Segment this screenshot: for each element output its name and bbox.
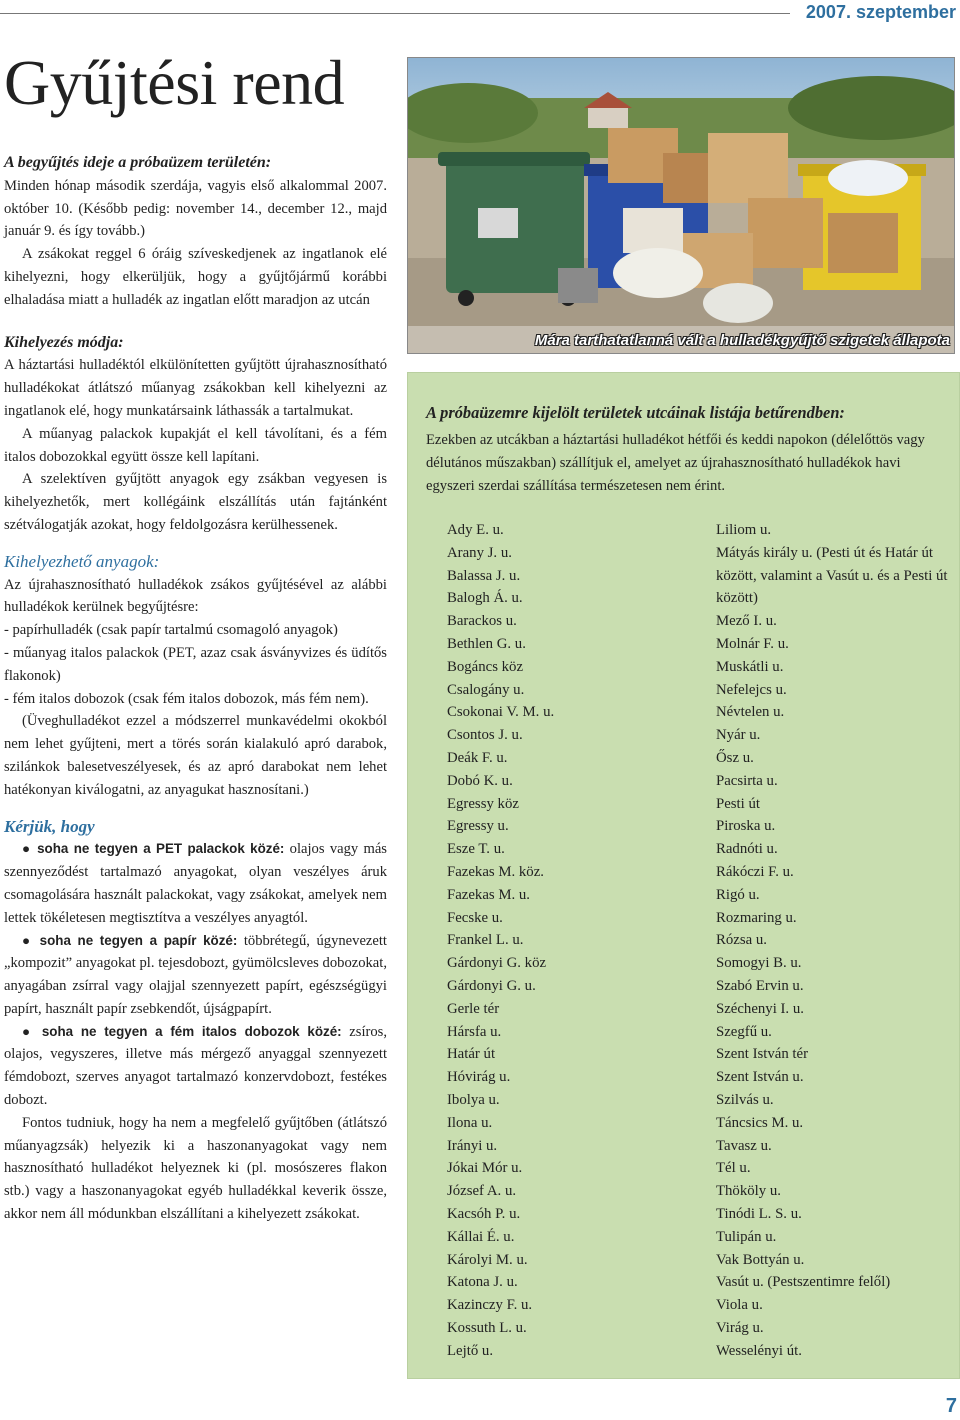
street-item: Egressy köz [447,795,519,812]
request-metal [4,1021,387,1112]
street-item: Határ út [447,1046,496,1063]
street-item: Molnár F. u. [716,635,789,652]
list-item-paper: - papírhulladék (csak papír tartalmú csomagoló anyagok) [4,622,338,639]
list-item-pet: - műanyag italos palackok (PET, azaz csak ásványvizes és üdítős flakonok) [4,644,387,684]
street-item: Fazekas M. u. [447,886,531,903]
street-item: Arany J. u. [447,544,512,561]
photo-caption: Mára tarthatatlanná vált a hulladékgyűjtő szigetek állapota [534,332,950,349]
heading-collection-time: A begyűjtés ideje a próbaüzem területén: [4,154,272,171]
street-item: Irányi u. [447,1137,498,1154]
request-pet [4,838,387,929]
street-item: Szegfű u. [716,1023,772,1040]
street-item: Bethlen G. u. [447,635,526,652]
street-item: Táncsics M. u. [716,1114,804,1131]
street-list-intro: Ezekben az utcákban a háztartási hulladékot hétfői és keddi napokon (délelőttös vagy délutános műszakban) szállítjuk el, amelyet az újrahasznosítható hulladékok havi egyszeri szerdai szállítása természetesen nem érint. [426,432,925,494]
street-item: Pacsirta u. [716,772,778,789]
heading-materials: Kihelyezhető anyagok: [4,551,160,571]
street-item: Barackos u. [447,613,517,630]
street-item: Vak Bottyán u. [716,1251,805,1268]
paragraph-bags: A háztartási hulladéktól elkülönítetten gyűjtött újrahasznosítható hulladékokat átlátszó műanyag zsákokban kell kihelyezni az ingatlanok elé, hogy munkatársaink láthassák a tartalmukat. [4,357,387,419]
paragraph-placement-time: A zsákokat reggel 6 óráig szíveskedjenek az ingatlanok elé kihelyezni, hogy elkerüljük, hogy a gyűjtőjármű korábbi elhaladása miatt a hulladék az ingatlan előtt maradjon az utcán [4,246,387,308]
street-item: József A. u. [447,1183,517,1200]
street-item: Hóvirág u. [447,1069,511,1086]
paragraph-important: Fontos tudniuk, hogy ha nem a megfelelő gyűjtőben (átlátszó műanyagzsák) helyezik ki a haszonanyagokat vagy nem hasznosítható hulladékot helyeznek ki (pl. mosószeres flakon stb.) vagy a haszonanyagokat egyéb hulladékkal keverik össze, akkor nem áll módunkban elszállítani a kihelyezett zsákokat. [4,1114,387,1223]
street-item: Ibolya u. [447,1091,500,1108]
left-column [4,152,387,1226]
street-item: Fecske u. [447,909,503,926]
street-item: Ady E. u. [447,522,504,538]
street-item: Rákóczi F. u. [716,863,794,880]
street-item: Gárdonyi G. u. [447,977,536,994]
street-item: Radnóti u. [716,841,778,858]
street-item: Tavasz u. [716,1137,772,1154]
street-item: Virág u. [716,1319,764,1336]
street-item: Dobó K. u. [447,772,513,789]
header-date: 2007. szeptember [805,2,956,22]
request-paper-text: többrétegű, úgynevezett „kompozit” anyagokat pl. tejesdobozt, gyümölcsleves dobozokat, anyagában zsírral vagy olajjal szennyezett papírt, egészségügyi papírt, használt papír zsebkendőt, újságpapírt. [4,932,387,1017]
street-item: Frankel L. u. [447,932,524,949]
street-item: Thököly u. [716,1183,781,1200]
street-item: Katona J. u. [447,1274,518,1291]
street-item: Csalogány u. [447,681,525,698]
street-item: Egressy u. [447,818,509,835]
street-item: Muskátli u. [716,658,784,675]
street-item: Rozmaring u. [716,909,797,926]
street-item: Vasút u. (Pestszentimre felől) [716,1274,891,1291]
street-column-1 [447,519,687,1362]
page-title: Gyűjtési rend [4,47,345,118]
street-item: Kazinczy F. u. [447,1297,533,1314]
photo-waste-island [407,57,955,354]
street-item: Ilona u. [447,1114,493,1131]
paragraph-mixed: A szelektíven gyűjtött anyagok egy zsákban vegyesen is kihelyezhetők, mert kollégáink elszállítás után fajtánként szétválogatják azokat, hogy feldolgozásra kerülhessenek. [4,471,387,533]
request-paper-lead: ● soha ne tegyen a papír közé: [22,932,238,948]
street-item: Lejtő u. [447,1342,494,1359]
heading-requests: Kérjük, hogy [4,816,95,836]
street-item: Gárdonyi G. köz [447,955,547,972]
paragraph-bottle-caps: A műanyag palackok kupakját el kell távolítani, és a fém italos dobozokkal együtt össze kell lapítani. [4,425,387,465]
street-item: Tél u. [716,1160,751,1177]
list-item-metal: - fém italos dobozok (csak fém italos dobozok, más fém nem). [4,690,369,707]
street-item: Wesselényi út. [716,1342,802,1359]
street-item: Mező I. u. [716,613,777,630]
street-item: Szent István u. [716,1069,804,1086]
street-list-box [407,372,960,1379]
street-item: Széchenyi I. u. [716,1000,804,1017]
street-item: Viola u. [716,1297,763,1314]
request-pet-text: olajos vagy más szennyeződést tartalmazó anyagokat, olyan veszélyes áruk csomagolására használt palackokat, vagy zsákokat, amelyek nem lettek tökéletesen megtisztítva a veszélyes anyagtól. [4,841,387,926]
request-metal-lead: ● soha ne tegyen a fém italos dobozok közé: [22,1023,342,1039]
street-item: Hársfa u. [447,1023,502,1040]
heading-placement-method: Kihelyezés módja: [4,333,124,351]
street-item: Mátyás király u. (Pesti út és Határ út között, valamint a Vasút u. és a Pesti út között) [716,544,948,607]
street-item: Kossuth L. u. [447,1319,527,1336]
street-item: Fazekas M. köz. [447,863,544,880]
street-item: Nefelejcs u. [716,681,787,698]
request-paper [4,930,387,1021]
street-item: Bogáncs köz [447,658,524,675]
street-item: Piroska u. [716,818,776,835]
page-number: 7 [945,1395,957,1417]
street-item: Nyár u. [716,727,761,744]
street-column-2 [716,519,948,1362]
street-item: Ősz u. [716,749,754,766]
paragraph-materials-intro: Az újrahasznosítható hulladékok zsákos gyűjtésével az alábbi hulladékok kerülnek begyűjtésre: [4,576,387,616]
street-list-heading: A próbaüzemre kijelölt területek utcáinak listája betűrendben: [426,403,845,422]
street-item: Jókai Mór u. [447,1160,523,1177]
street-item: Rigó u. [716,886,760,903]
street-item: Somogyi B. u. [716,955,802,972]
street-item: Kállai É. u. [447,1228,515,1245]
paragraph-glass: (Üveghulladékot ezzel a módszerrel munkavédelmi okokból nem lehet gyűjteni, mert a törés során kialakuló apró darabok, szilánkok balesetveszélyesek, és az apró darabokat nem lehet hatékonyan kiválogatni, az anyagukat hasznosítani.) [4,713,387,798]
street-item: Szabó Ervin u. [716,977,804,994]
street-item: Csokonai V. M. u. [447,704,555,721]
street-item: Deák F. u. [447,749,508,766]
street-item: Gerle tér [447,1000,500,1017]
street-item: Balassa J. u. [447,567,521,584]
street-item: Esze T. u. [447,841,505,858]
street-item: Tulipán u. [716,1228,777,1245]
street-item: Szilvás u. [716,1091,774,1108]
street-item: Szent István tér [716,1046,809,1063]
street-item: Pesti út [716,795,760,812]
street-item: Névtelen u. [716,704,785,721]
street-item: Liliom u. [716,522,772,538]
street-item: Kacsóh P. u. [447,1205,521,1222]
street-item: Csontos J. u. [447,727,523,744]
street-item: Rózsa u. [716,932,767,949]
street-item: Balogh Á. u. [447,590,523,607]
request-pet-lead: ● soha ne tegyen a PET palackok közé: [22,841,285,857]
street-item: Tinódi L. S. u. [716,1205,802,1222]
photo-illustration [408,58,954,353]
header-rule [0,13,790,14]
street-item: Károlyi M. u. [447,1251,528,1268]
request-metal-text: zsíros, olajos, vegyszeres, illetve más mérgező anyaggal szennyezett fémdobozt, szerves anyagot tartalmazó konzervdobozt, festékes dobozt. [4,1023,387,1109]
paragraph-schedule: Minden hónap második szerdája, vagyis első alkalommal 2007. október 10. (Később pedig: november 14., december 12., majd január 9. és így tovább.) [4,177,387,240]
